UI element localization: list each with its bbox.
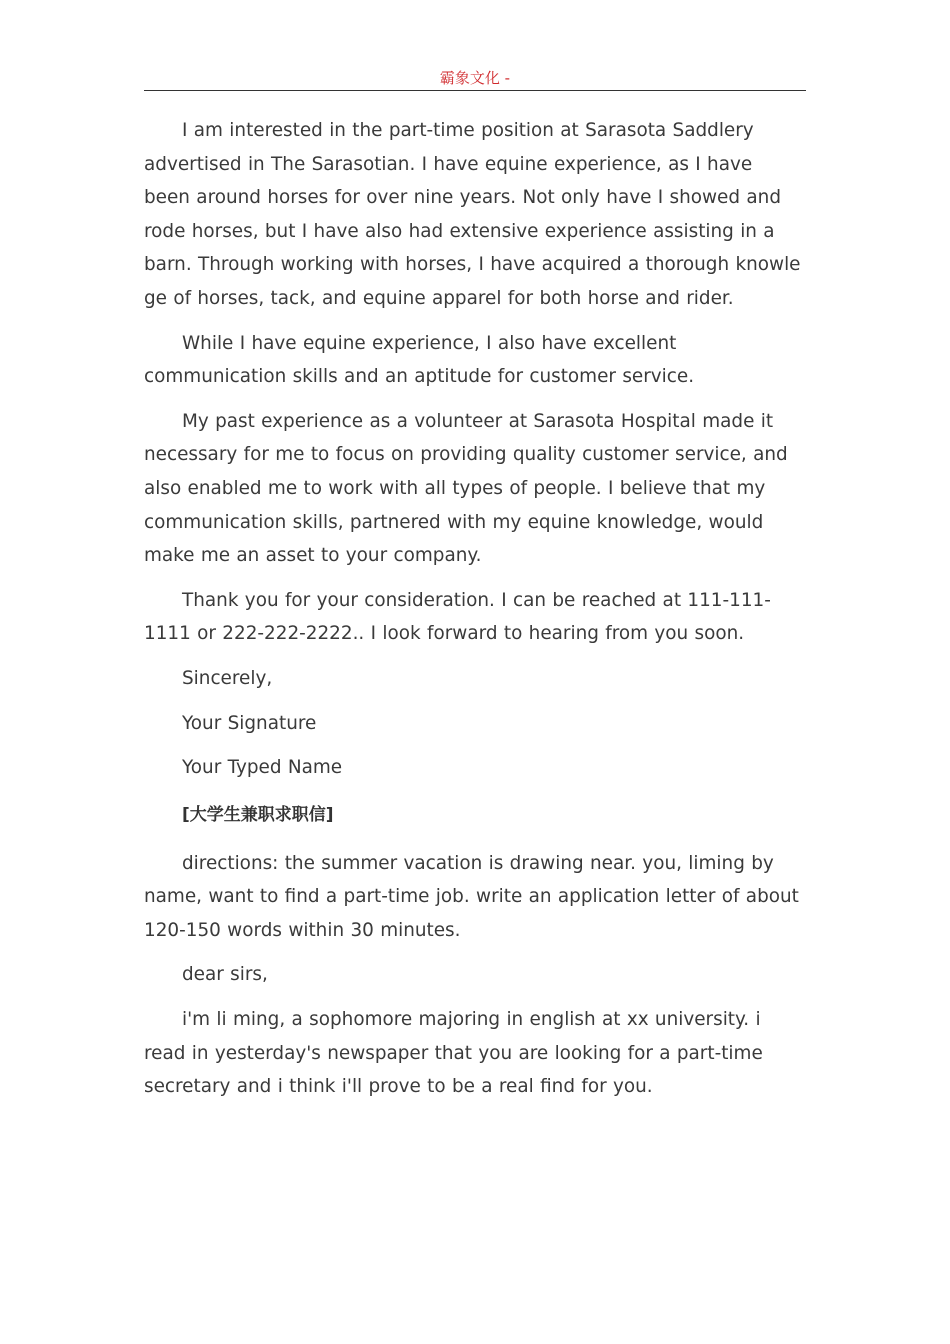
directions-paragraph: directions: the summer vacation is drawing near. you, liming by name, want to find a part-time job. write an application letter of about 120-150 words within 30 minutes. xyxy=(144,852,799,941)
letter-typed-name: Your Typed Name xyxy=(182,757,343,779)
letter-signature: Your Signature xyxy=(182,712,317,734)
intro-paragraph: i'm li ming, a sophomore majoring in english at xx university. i read in yesterday's newspaper that you are looking for a part-time secretary and i think i'll prove to be a real find for you. xyxy=(144,1009,763,1098)
letter-paragraph-interest: I am interested in the part-time position at Sarasota Saddlery advertised in The Sarasotian. I have equine experience, as I have been around horses for over nine years. Not only have I showed and rode horses, but I have also had extensive experience assisting in a barn. Through working with horses, I have acquired a thorough knowle ge of horses, tack, and equine apparel for both horse and rider. xyxy=(144,120,801,309)
letter-closing: Sincerely, xyxy=(182,667,273,689)
header-text: 霸象文化 - xyxy=(439,69,511,87)
section-heading: [大学生兼职求职信] xyxy=(182,804,334,825)
letter-paragraph-skills: While I have equine experience, I also have excellent communication skills and an aptitude for customer service. xyxy=(144,332,695,388)
letter-paragraph-thanks: Thank you for your consideration. I can be reached at 111-111-1111 or 222-222-2222.. I look forward to hearing from you soon. xyxy=(144,589,771,645)
page-header xyxy=(144,68,806,91)
document-body xyxy=(144,114,804,1115)
salutation: dear sirs, xyxy=(182,964,268,986)
letter-paragraph-experience: My past experience as a volunteer at Sarasota Hospital made it necessary for me to focus on providing quality customer service, and also enabled me to work with all types of people. I believe that my communication skills, partnered with my equine knowledge, would make me an asset to your company. xyxy=(144,410,788,567)
